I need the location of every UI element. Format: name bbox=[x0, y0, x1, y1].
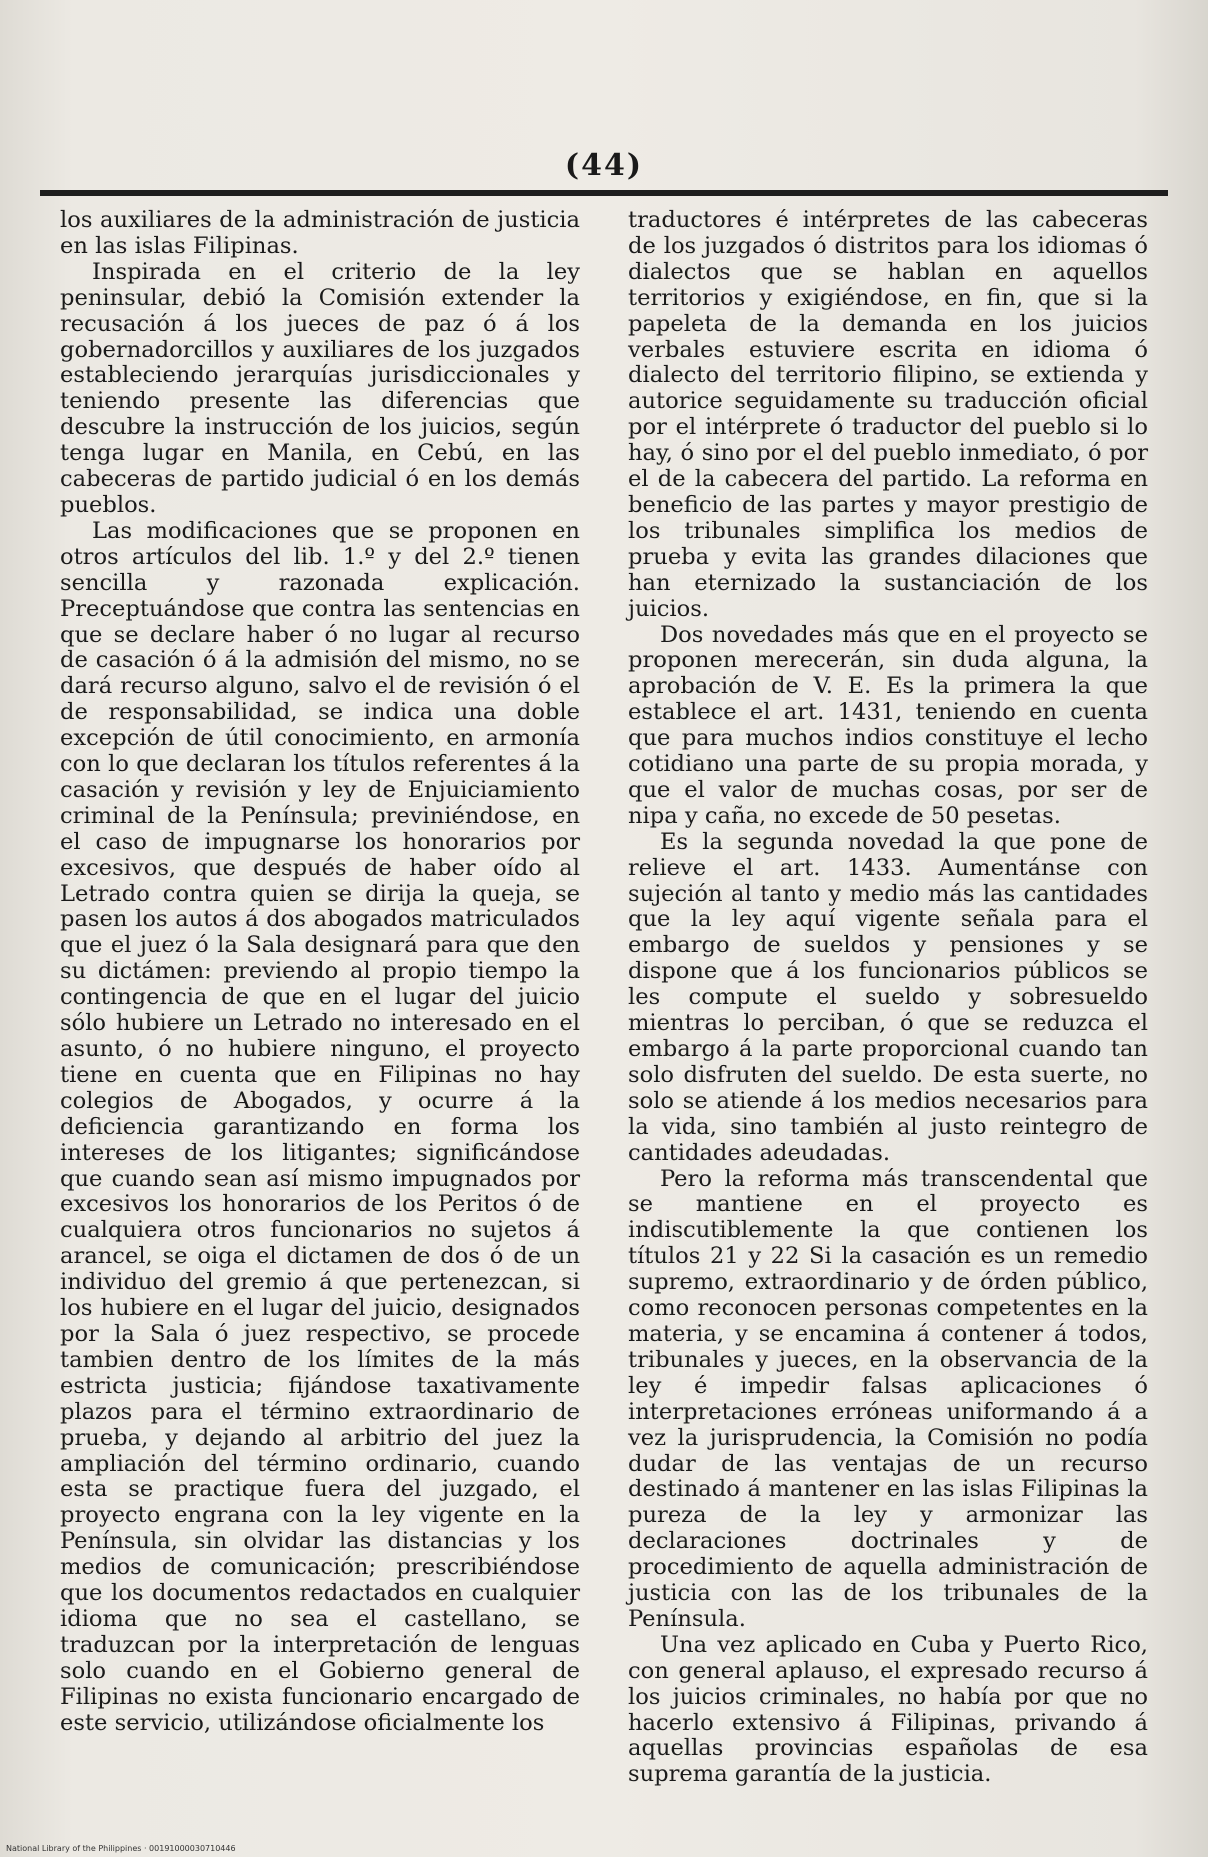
paragraph: Una vez aplicado en Cuba y Puerto Rico, con general aplauso, el expresado recurso á los juicios criminales, no había por que no hacerlo extensivo á Filipinas, privando á aquellas provincias españolas de esa suprema garantía de la justicia. bbox=[628, 1631, 1148, 1788]
paragraph: Pero la reforma más transcendental que se mantiene en el proyecto es indiscutiblemente la que contienen los títulos 21 y 22 Si la casación es un remedio supremo, extraordinario y de órden público, como reconocen personas competentes en la materia, y se encamina á contener á todos, tribunales y jueces, en la observancia de la ley é impedir falsas aplicaciones ó interpretaciones erróneas uniformando á a vez la jurisprudencia, la Comisión no podía dudar de las ventajas de un recurso destinado á mantener en las islas Filipinas la pureza de la ley y armonizar las declaraciones doctrinales y de procedimiento de aquella administración de justicia con las de los tribunales de la Península. bbox=[628, 1165, 1148, 1632]
paragraph: traductores é intérpretes de las cabeceras de los juzgados ó distritos para los idiomas ó dialectos que se hablan en aquellos territorios y exigiéndose, en fin, que si la papeleta de la demanda en los juicios verbales estuviere escrita en idioma ó dialecto del territorio filipino, se extienda y autorice seguidamente su traducción oficial por el intérprete ó traductor del pueblo si lo hay, ó sino por el del pueblo inmediato, ó por el de la cabecera del partido. La reforma en beneficio de las partes y mayor prestigio de los tribunales simplifica los medios de prueba y evita las grandes dilaciones que han eternizado la sustanciación de los juicios. bbox=[628, 207, 1148, 622]
paragraph: los auxiliares de la administración de justicia en las islas Filipinas. bbox=[60, 207, 580, 259]
paragraph: Las modificaciones que se proponen en otros artículos del lib. 1.º y del 2.º tienen sencilla y razonada explicación. Preceptuándose que contra las sentencias en que se declare haber ó no lugar al recurso de casación ó á la admisión del mismo, no se dará recurso alguno, salvo el de revisión ó el de responsabilidad, se indica una doble excepción de útil conocimiento, en armonía con lo que declaran los títulos referentes á la casación y revisión y ley de Enjuiciamiento criminal de la Península; previniéndose, en el caso de impugnarse los honorarios por excesivos, que después de haber oído al Letrado contra quien se dirija la queja, se pasen los autos á dos abogados matriculados que el juez ó la Sala designará para que den su dictámen: previendo al propio tiempo la contingencia de que en el lugar del juicio sólo hubiere un Letrado no interesado en el asunto, ó no hubiere ninguno, el proyecto tiene en cuenta que en Filipinas no hay colegios de Abogados, y ocurre á la deficiencia garantizando en forma los intereses de los litigantes; significándose que cuando sean así mismo impugnados por excesivos los honorarios de los Peritos ó de cualquiera otros funcionarios no sujetos á arancel, se oiga el dictamen de dos ó de un individuo del gremio á que pertenezcan, si los hubiere en el lugar del juicio, designados por la Sala ó juez respectivo, se procede tambien dentro de los límites de la más estricta justicia; fijándose taxativamente plazos para el término extraordinario de prueba, y dejando al arbitrio del juez la ampliación del término ordinario, cuando esta se practique fuera del juzgado, el proyecto engrana con la ley vigente en la Península, sin olvidar las distancias y los medios de comunicación; prescribiéndose que los documentos redactados en cualquier idioma que no sea el castellano, se traduzcan por la interpretación de lenguas solo cuando en el Gobierno general de Filipinas no exista funcionario encargado de este servicio, utilizándose oficialmente los bbox=[60, 517, 580, 1736]
paragraph: Dos novedades más que en el proyecto se proponen merecerán, sin duda alguna, la aprobación de V. E. Es la primera la que establece el art. 1431, teniendo en cuenta que para muchos indios constituye el lecho cotidiano una parte de su propia morada, y que el valor de muchas cosas, por ser de nipa y caña, no excede de 50 pesetas. bbox=[628, 621, 1148, 829]
right-column bbox=[628, 208, 1148, 1788]
left-column bbox=[60, 208, 580, 1736]
archive-footer: National Library of the Philippines · 00191000030710446 bbox=[6, 1844, 236, 1853]
paragraph: Inspirada en el criterio de la ley peninsular, debió la Comisión extender la recusación á los jueces de paz ó á los gobernadorcillos y auxiliares de los juzgados estableciendo jerarquías jurisdiccionales y teniendo presente las diferencias que descubre la instrucción de los juicios, según tenga lugar en Manila, en Cebú, en las cabeceras de partido judicial ó en los demás pueblos. bbox=[60, 258, 580, 518]
page-number: (44) bbox=[564, 148, 644, 183]
paragraph: Es la segunda novedad la que pone de relieve el art. 1433. Aumentánse con sujeción al tanto y medio más las cantidades que la ley aquí vigente señala para el embargo de sueldos y pensiones y se dispone que á los funcionarios públicos se les compute el sueldo y sobresueldo mientras lo perciban, ó que se reduzca el embargo á la parte proporcional cuando tan solo disfruten del sueldo. De esta suerte, no solo se atiende á los medios necesarios para la vida, sino también al justo reintegro de cantidades adeudadas. bbox=[628, 828, 1148, 1166]
header-rule bbox=[40, 190, 1168, 196]
